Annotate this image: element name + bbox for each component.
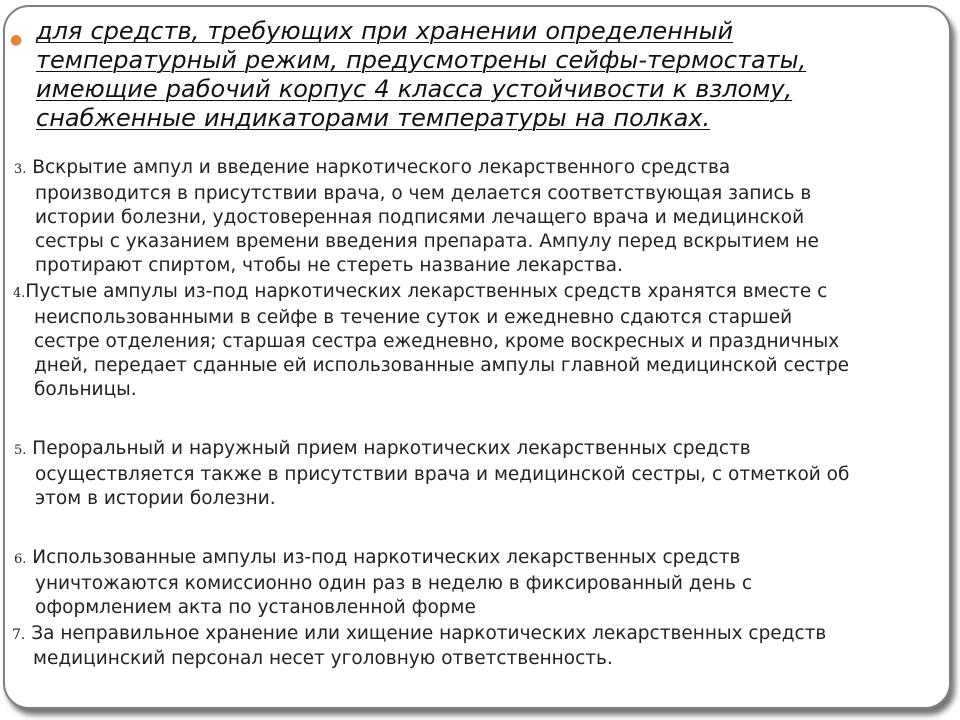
item-line: сестры с указанием времени введения препарата. Ампулу перед вскрытием не: [35, 231, 819, 252]
item-line: уничтожаются комиссионно один раз в неделю в фиксированный день с: [35, 573, 753, 594]
item-line: больницы.: [34, 379, 137, 400]
bullet-dot-icon: ●: [10, 32, 23, 48]
item-line: медицинский персонал несет уголовную ответственность.: [33, 648, 613, 669]
item-line: оформлением акта по установленной форме: [35, 597, 476, 618]
item-line: этом в истории болезни.: [35, 488, 276, 509]
list-item-7: [12, 622, 826, 671]
lead-line: имеющие рабочий корпус 4 класса устойчивости к взлому,: [36, 75, 793, 103]
lead-line: снабженные индикаторами температуры на полках.: [36, 104, 711, 132]
item-number: 6.: [14, 552, 27, 567]
item-number: 3.: [14, 162, 27, 177]
item-line: сестре отделения; старшая сестра ежедневно, кроме воскресных и праздничных: [34, 331, 840, 352]
list-item-4: [13, 280, 849, 402]
list-item-5: [14, 437, 849, 511]
item-line: протирают спиртом, чтобы не стереть название лекарства.: [35, 255, 623, 276]
item-line: осуществляется также в присутствии врача и медицинской сестры, с отметкой об: [35, 464, 850, 485]
item-number: 5.: [14, 443, 27, 458]
item-number: 4.: [13, 286, 26, 301]
item-number: 7.: [12, 627, 26, 643]
item-line: Пероральный и наружный прием наркотических лекарственных средств: [26, 438, 751, 459]
list-item-3: [14, 156, 819, 278]
item-line: производится в присутствии врача, о чем делается соответствующая запись в: [35, 183, 812, 204]
item-line: Использованные ампулы из-под наркотических лекарственных средств: [26, 547, 741, 568]
item-line: неиспользованными в сейфе в течение суток и ежедневно сдаются старшей: [34, 307, 793, 328]
list-item-6: [14, 546, 752, 620]
item-line: Вскрытие ампул и введение наркотического лекарственного средства: [26, 157, 731, 178]
item-line: За неправильное хранение или хищение наркотических лекарственных средств: [25, 623, 827, 644]
item-line: Пустые ампулы из-под наркотических лекарственных средств хранятся вместе с: [25, 281, 828, 302]
item-line: истории болезни, удостоверенная подписями лечащего врача и медицинской: [35, 207, 805, 228]
lead-bullet-text: [36, 17, 936, 133]
lead-line: температурный режим, предусмотрены сейфы-термостаты,: [36, 46, 807, 74]
lead-line: для средств, требующих при хранении определенный: [36, 17, 734, 45]
item-line: дней, передает сданные ей использованные ампулы главной медицинской сестре: [34, 355, 850, 376]
